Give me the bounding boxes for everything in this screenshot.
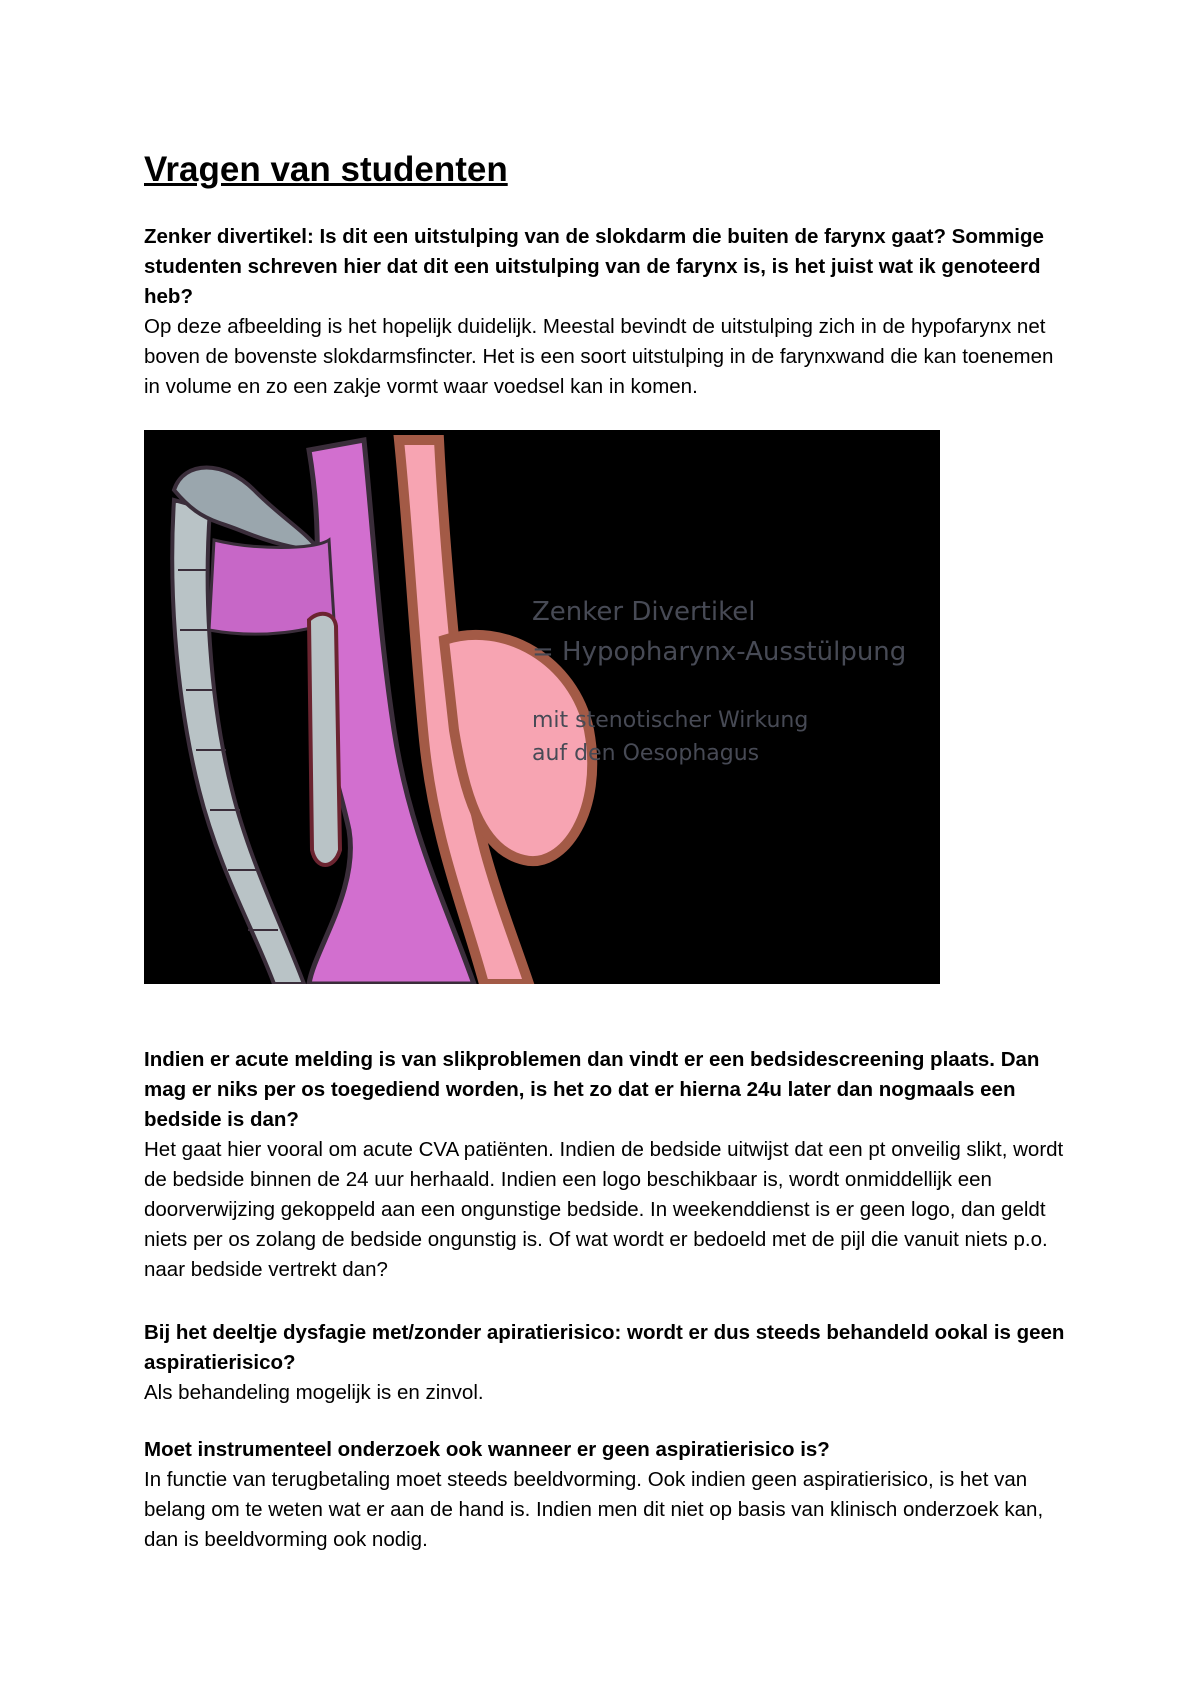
- cricoid-cartilage: [309, 614, 340, 865]
- page-title: Vragen van studenten: [144, 150, 508, 189]
- diagram-sub-line2: auf den Oesophagus: [532, 741, 760, 766]
- diagram-title-line1: Zenker Divertikel: [532, 597, 756, 627]
- answer-text: In functie van terugbetaling moet steeds beeldvorming. Ook indien geen aspiratierisico, is het van belang om te weten wat er aan de hand is. Indien men dit niet op basis van klinisch onderzoek kan, dan is beeldvorming ook nodig.: [144, 1468, 1044, 1551]
- question-text: Moet instrumenteel onderzoek ook wanneer er geen aspiratierisico is?: [144, 1438, 830, 1461]
- question-text: Indien er acute melding is van slikproblemen dan vindt er een bedsidescreening plaats. Dan mag er niks per os toegediend worden, is het zo dat er hierna 24u later dan nogmaals een bedside is dan?: [144, 1048, 1040, 1131]
- zenker-diagram-image: [144, 430, 940, 984]
- section-bedside: [144, 1045, 1074, 1285]
- section-dysfagie: [144, 1318, 1074, 1408]
- answer-text: Op deze afbeelding is het hopelijk duidelijk. Meestal bevindt de uitstulping zich in de hypofarynx net boven de bovenste slokdarmsfincter. Het is een soort uitstulping in de farynxwand die kan toenemen in volume en zo een zakje vormt waar voedsel kan in komen.: [144, 315, 1054, 398]
- section-zenker: [144, 222, 1074, 402]
- section-instrumenteel: [144, 1435, 1074, 1555]
- diagram-sub-line1: mit stenotischer Wirkung: [532, 708, 809, 733]
- question-text: Zenker divertikel: Is dit een uitstulping van de slokdarm die buiten de farynx gaat? Sommige studenten schreven hier dat dit een uitstulping van de farynx is, is het juist wat ik genoteerd heb?: [144, 225, 1044, 308]
- diagram-title-line2: = Hypopharynx-Ausstülpung: [532, 637, 907, 667]
- answer-text: Het gaat hier vooral om acute CVA patiënten. Indien de bedside uitwijst dat een pt onveilig slikt, wordt de bedside binnen de 24 uur herhaald. Indien een logo beschikbaar is, wordt onmiddellijk een doorverwijzing gekoppeld aan een ongunstige bedside. In weekenddienst is er geen logo, dan geldt niets per os zolang de bedside ongunstig is. Of wat wordt er bedoeld met de pijl die vanuit niets p.o. naar bedside vertrekt dan?: [144, 1138, 1064, 1281]
- answer-text: Als behandeling mogelijk is en zinvol.: [144, 1381, 484, 1404]
- question-text: Bij het deeltje dysfagie met/zonder apiratierisico: wordt er dus steeds behandeld ookal is geen aspiratierisico?: [144, 1321, 1065, 1374]
